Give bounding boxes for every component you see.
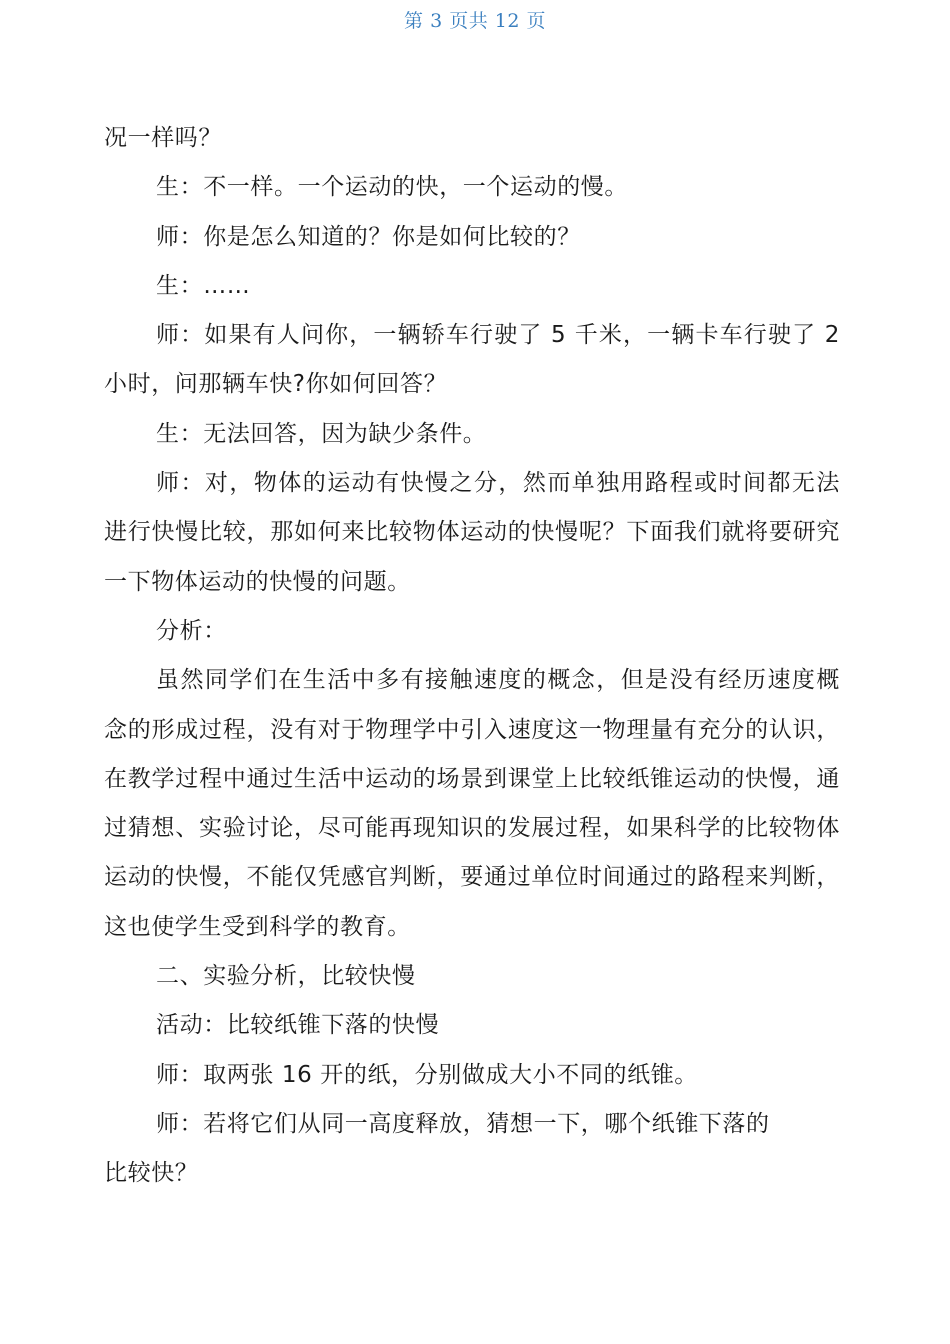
paragraph-teacher-explanation: 师：对，物体的运动有快慢之分，然而单独用路程或时间都无法进行快慢比较，那如何来比较物体运动的快慢呢？下面我们就将要研究一下物体运动的快慢的问题。 xyxy=(104,470,840,595)
activity-heading: 活动：比较纸锥下落的快慢 xyxy=(156,1012,440,1039)
paragraph-teacher-question: 师：你是怎么知道的？你是如何比较的？ xyxy=(156,223,581,250)
paragraph-teacher-car-question: 师：如果有人问你，一辆轿车行驶了 5 千米，一辆卡车行驶了 2 小时，问那辆车快?你如何回答？ xyxy=(104,322,840,398)
paragraph-student-ellipsis: 生：…… xyxy=(156,272,251,299)
paragraph-guess-continuation: 比较快？ xyxy=(104,1160,199,1187)
paragraph-student-cannot-answer: 生：无法回答，因为缺少条件。 xyxy=(156,420,487,447)
page-number-header: 第 3 页共 12 页 xyxy=(404,10,546,32)
paragraph-continuation: 况一样吗？ xyxy=(104,125,222,151)
paragraph-teacher-paper-cones: 师：取两张 16 开的纸，分别做成大小不同的纸锥。 xyxy=(156,1061,698,1088)
document-body xyxy=(104,114,840,1199)
paragraph-analysis-heading: 分析： xyxy=(156,617,227,644)
paragraph-student-reply: 生：不一样。一个运动的快，一个运动的慢。 xyxy=(156,174,628,201)
paragraph-teacher-guess: 师：若将它们从同一高度释放，猜想一下，哪个纸锥下落的 xyxy=(156,1110,770,1137)
paragraph-analysis-body: 虽然同学们在生活中多有接触速度的概念，但是没有经历速度概念的形成过程，没有对于物理学中引入速度这一物理量有充分的认识，在教学过程中通过生活中运动的场景到课堂上比较纸锥运动的快慢，通过猜想、实验讨论，尽可能再现知识的发展过程，如果科学的比较物体运动的快慢，不能仅凭感官判断，要通过单位时间通过的路程来判断，这也使学生受到科学的教育。 xyxy=(104,667,840,940)
section-heading-experiment: 二、实验分析，比较快慢 xyxy=(156,963,416,990)
